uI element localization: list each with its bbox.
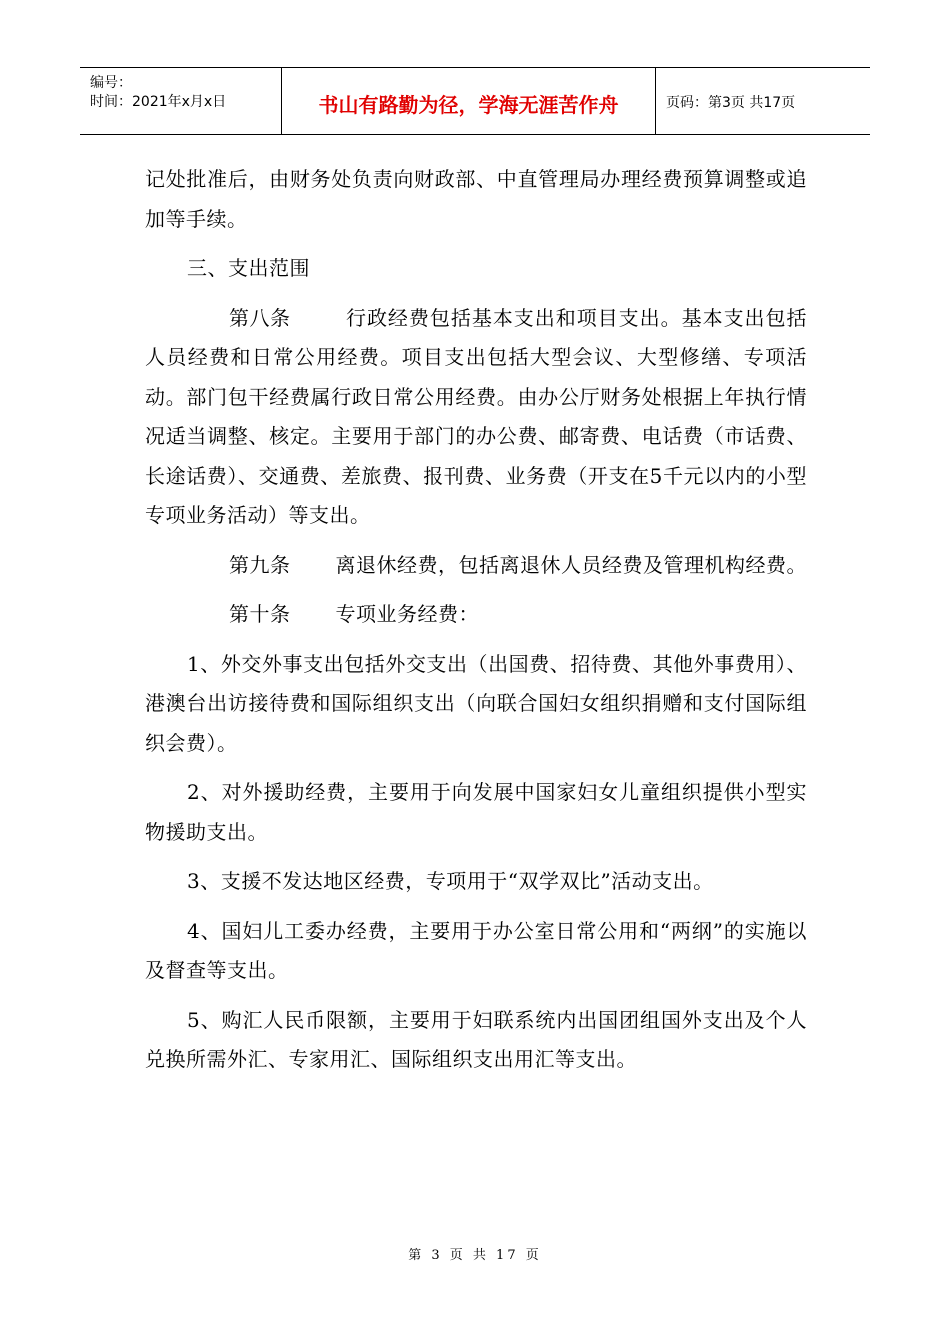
list-item-2: 2、对外援助经费，主要用于向发展中国家妇女儿童组织提供小型实物援助支出。	[145, 780, 807, 844]
document-date: 时间：2021年x月x日	[90, 94, 227, 110]
list-item-1: 1、外交外事支出包括外交支出（出国费、招待费、其他外事费用）、港澳台出访接待费和国际组织支出（向联合国妇女组织捐赠和支付国际组织会费）。	[145, 651, 807, 755]
header-meta	[80, 68, 282, 134]
article-9-text: 离退休经费，包括离退休人员经费及管理机构经费。	[335, 552, 807, 577]
document-number-label: 编号：	[90, 75, 132, 91]
list-item-5: 5、购汇人民币限额，主要用于妇联系统内出国团组国外支出及个人兑换所需外汇、专家用汇、国际组织支出用汇等支出。	[145, 1007, 807, 1071]
article-9	[145, 546, 807, 586]
article-10-heading: 第十条	[229, 602, 291, 626]
header-motto: 书山有路勤为径，学海无涯苦作舟	[282, 68, 656, 134]
article-8-text: 行政经费包括基本支出和项目支出。基本支出包括人员经费和日常公用经费。项目支出包括大型会议、大型修缮、专项活动。部门包干经费属行政日常公用经费。由办公厅财务处根据上年执行情况适当调整、核定。主要用于部门的办公费、邮寄费、电话费（市话费、长途话费）、交通费、差旅费、报刊费、业务费（开支在5千元以内的小型专项业务活动）等支出。	[145, 305, 807, 527]
article-10	[145, 595, 807, 635]
article-9-heading: 第九条	[229, 552, 291, 577]
article-8-heading: 第八条	[229, 305, 291, 330]
page-header	[80, 67, 870, 135]
list-item-3: 3、支援不发达地区经费，专项用于“双学双比”活动支出。	[187, 869, 714, 893]
header-page-info: 页码：第3页 共17页	[666, 95, 796, 111]
list-item-4: 4、国妇儿工委办经费，主要用于办公室日常公用和“两纲”的实施以及督查等支出。	[145, 918, 807, 982]
document-body	[145, 160, 807, 1090]
page-footer: 第 3 页 共 17 页	[408, 1248, 542, 1263]
section-heading: 三、支出范围	[187, 256, 310, 280]
paragraph-continuation: 记处批准后，由财务处负责向财政部、中直管理局办理经费预算调整或追加等手续。	[145, 167, 807, 231]
article-10-text: 专项业务经费：	[335, 602, 479, 626]
article-8	[145, 299, 807, 536]
